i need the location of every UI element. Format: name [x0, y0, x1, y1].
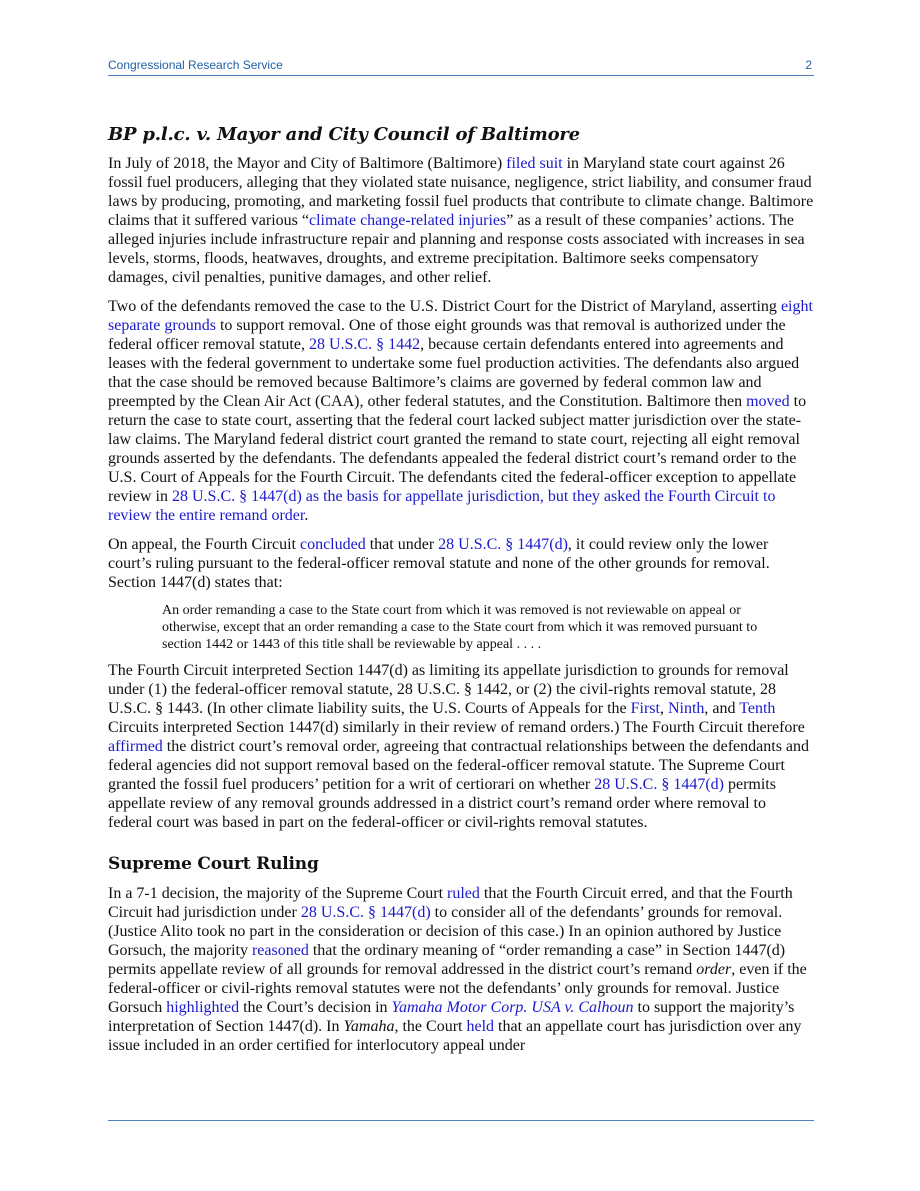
link-usc-1447d-petition[interactable]: 28 U.S.C. § 1447(d): [594, 776, 724, 793]
text: The Fourth Circuit interpreted Section 1447(d) as limiting its appellate jurisdiction to grounds for removal under (1) the federal-officer removal statute, 28 U.S.C. § 1442, or (2) the civil-rights removal statute, 28 U.S.C. § 1443. (In other climate liability suits, the U.S. Courts of Appeals for the: [108, 662, 789, 717]
text: In July of 2018, the Mayor and City of Baltimore (Baltimore): [108, 155, 507, 172]
link-usc-1447d-basis[interactable]: 28 U.S.C. § 1447(d) as the basis for appellate jurisdiction, but they asked the Fourth Circuit to review the entire remand order: [108, 488, 776, 524]
link-tenth-circuit[interactable]: Tenth: [739, 700, 776, 717]
text: in Maryland state court against 26 fossil fuel producers, alleging that they violated state nuisance, negligence, strict liability, and consumer fraud laws by producing, promoting, and marketing fossil fuel products that contribute to climate change. Baltimore claims that it suffered various “: [108, 155, 814, 229]
link-affirmed[interactable]: affirmed: [108, 738, 163, 755]
paragraph-3: [108, 535, 814, 592]
link-concluded[interactable]: concluded: [299, 536, 366, 553]
link-climate-injuries[interactable]: climate change-related injuries: [308, 212, 507, 229]
section-heading-ruling: Supreme Court Ruling: [108, 854, 319, 874]
paragraph-1: [108, 154, 814, 287]
text: to support removal. One of those eight grounds was that removal is authorized under the federal officer removal statute,: [108, 317, 786, 353]
link-filed-suit[interactable]: filed suit: [506, 155, 563, 172]
text: the Court’s decision in: [239, 999, 392, 1016]
footer-rule: [108, 1120, 814, 1121]
text: that an appellate court has jurisdiction over any issue included in an order certified for interlocutory appeal under: [108, 1018, 802, 1054]
document-body: [108, 124, 814, 1065]
link-usc-1442[interactable]: 28 U.S.C. § 1442: [308, 336, 421, 353]
link-moved[interactable]: moved: [746, 393, 790, 410]
link-ruled[interactable]: ruled: [447, 885, 480, 902]
text: , it could review only the lower court’s ruling pursuant to the federal-officer removal statute and none of the other grounds for removal. Section 1447(d) states that:: [108, 536, 770, 591]
link-usc-1447d-ruling[interactable]: 28 U.S.C. § 1447(d): [300, 904, 431, 921]
text: to return the case to state court, asserting that the federal court lacked subject matter jurisdiction over the state-law claims. The Maryland federal district court granted the remand to state court, rejecting all eight removal grounds asserted by the defendants. The defendants appealed the federal district court’s remand order to the U.S. Court of Appeals for the Fourth Circuit. The defendants cited the federal-officer exception to appellate review in: [108, 393, 807, 505]
text: , even if the federal-officer or civil-rights removal statutes were not the defendants’ only grounds for removal. Justice Gorsuch: [108, 961, 807, 1016]
paragraph-2: [108, 297, 814, 525]
text: , and: [704, 700, 740, 717]
section-heading-baltimore: BP p.l.c. v. Mayor and City Council of Baltimore: [108, 124, 580, 145]
text: to support the majority’s interpretation of Section 1447(d). In: [108, 999, 795, 1035]
text: , because certain defendants entered into agreements and leases with the federal government to undertake some fuel production activities. The defendants also argued that the case should be removed because Baltimore’s claims are governed by federal common law and preempted by the Clean Air Act (CAA), other federal statutes, and the Constitution. Baltimore then: [108, 336, 800, 410]
text: ” as a result of these companies’ actions. The alleged injuries include infrastructure repair and planning and response costs associated with increases in sea levels, storms, floods, heatwaves, droughts, and extreme precipitation. Baltimore seeks compensatory damages, civil penalties, punitive damages, and other relief.: [108, 212, 805, 286]
italic-order: order: [696, 961, 732, 978]
paragraph-5: [108, 884, 814, 1055]
text: the district court’s removal order, agreeing that contractual relationships between the defendants and federal agencies did not support removal based on the federal-officer removal statute. The Supreme Court granted the fossil fuel producers’ petition for a writ of certiorari on whether: [108, 738, 810, 793]
link-reasoned[interactable]: reasoned: [251, 942, 309, 959]
italic-yamaha: Yamaha: [343, 1018, 395, 1035]
page-number: 2: [805, 58, 812, 72]
link-highlighted[interactable]: highlighted: [166, 999, 240, 1016]
text: On appeal, the Fourth Circuit: [108, 536, 300, 553]
text: , the Court: [394, 1018, 467, 1035]
link-eight-grounds[interactable]: eight separate grounds: [108, 298, 813, 334]
text: In a 7-1 decision, the majority of the Supreme Court: [108, 885, 448, 902]
text: to consider all of the defendants’ grounds for removal. (Justice Alito took no part in the consideration or decision of this case.) In an opinion authored by Justice Gorsuch, the majority: [108, 904, 783, 959]
link-held[interactable]: held: [466, 1018, 495, 1035]
text: that the ordinary meaning of “order remanding a case” in Section 1447(d) permits appellate review of all grounds for removal addressed in the district court’s remand: [108, 942, 786, 978]
block-quote: An order remanding a case to the State court from which it was removed is not reviewable on appeal or otherwise, except that an order remanding a case to the State court from which it was removed pursuant to section 1442 or 1443 of this title shall be reviewable by appeal . . . .: [162, 603, 758, 652]
link-yamaha-case[interactable]: Yamaha Motor Corp. USA v. Calhoun: [391, 999, 634, 1016]
link-first-circuit[interactable]: First: [630, 700, 660, 717]
text: .: [304, 507, 309, 524]
page-header: [108, 58, 814, 76]
text: Circuits interpreted Section 1447(d) similarly in their review of remand orders.) The Fourth Circuit therefore: [108, 719, 805, 736]
text: that the Fourth Circuit erred, and that the Fourth Circuit had jurisdiction under: [108, 885, 793, 921]
text: ,: [659, 700, 668, 717]
link-ninth-circuit[interactable]: Ninth: [667, 700, 705, 717]
paragraph-4: [108, 661, 814, 832]
header-org-name: Congressional Research Service: [108, 58, 283, 72]
text: that under: [365, 536, 439, 553]
text: Two of the defendants removed the case to the U.S. District Court for the District of Maryland, asserting: [108, 298, 781, 315]
link-usc-1447d[interactable]: 28 U.S.C. § 1447(d): [438, 536, 568, 553]
text: permits appellate review of any removal grounds addressed in a district court’s remand order where removal to federal court was based in part on the federal-officer or civil-rights removal statutes.: [108, 776, 776, 831]
